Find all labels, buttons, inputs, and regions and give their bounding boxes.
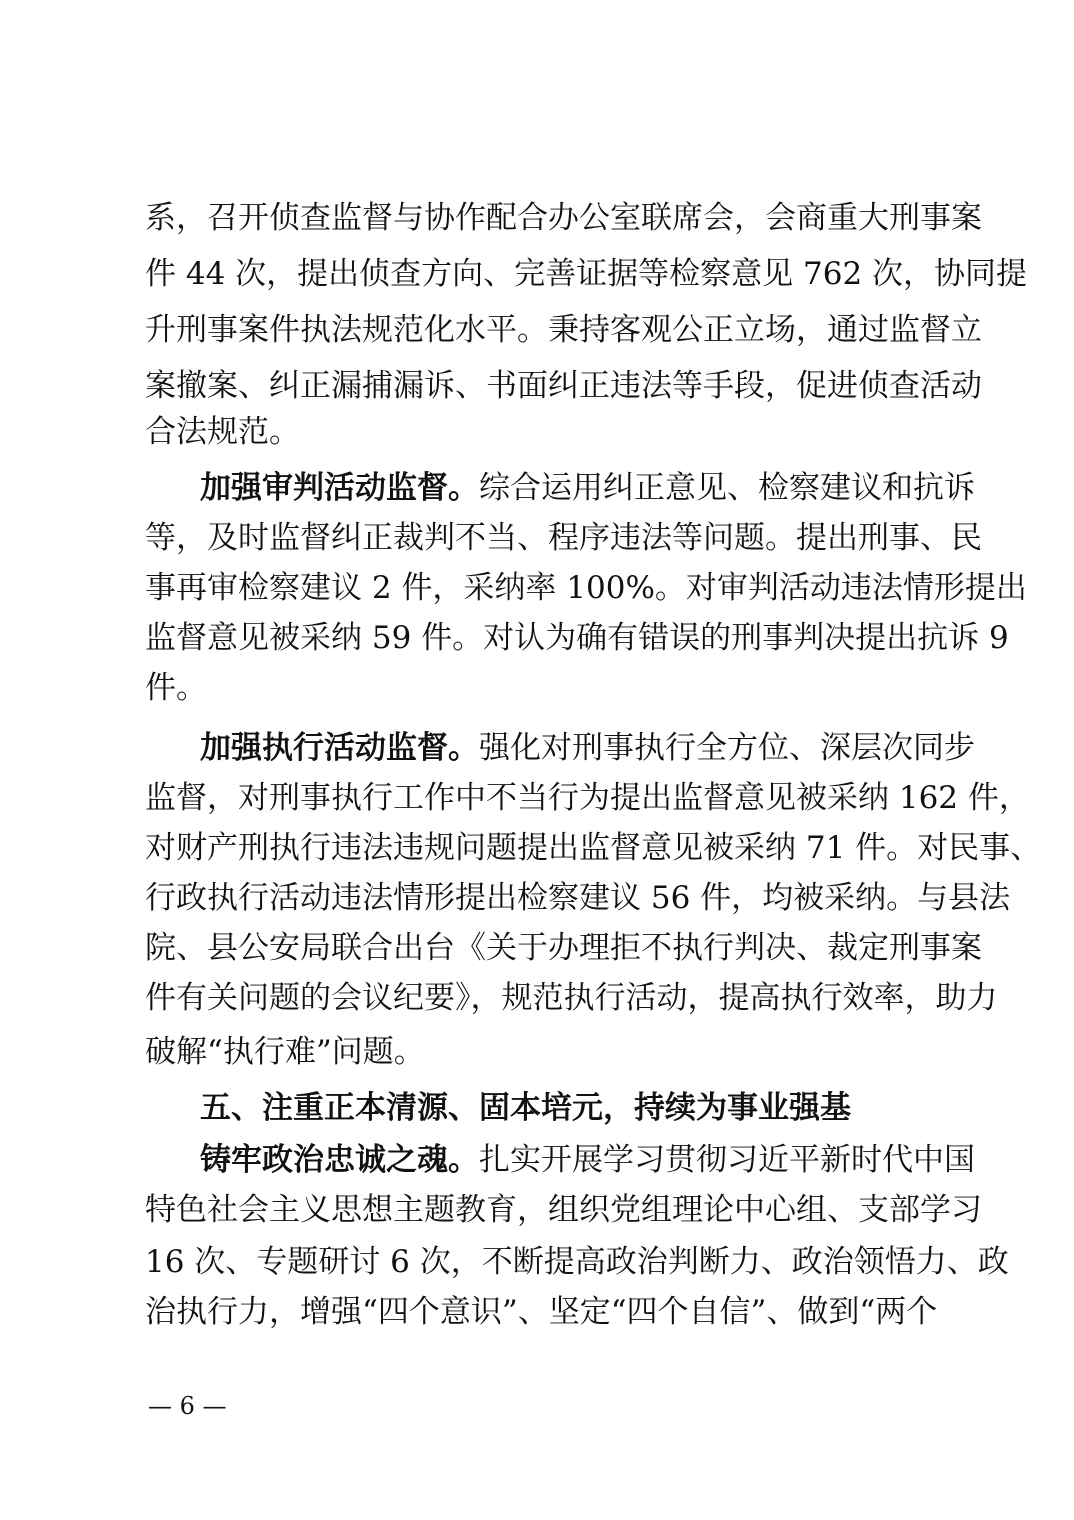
paragraph-3-line-3: 对财产刑执行违法违规问题提出监督意见被采纳 71 件。对民事、 bbox=[145, 830, 1042, 866]
paragraph-4-line-2: 特色社会主义思想主题教育，组织党组理论中心组、支部学习 bbox=[145, 1192, 982, 1228]
paragraph-3-line-1 bbox=[200, 720, 975, 776]
paragraph-2-lead: 加强审判活动监督。 bbox=[200, 470, 479, 506]
paragraph-3-line-6: 件有关问题的会议纪要》，规范执行活动，提高执行效率，助力 bbox=[145, 980, 998, 1016]
paragraph-4-lead: 铸牢政治忠诚之魂。 bbox=[200, 1142, 479, 1178]
paragraph-2-line-1-text: 综合运用纠正意见、检察建议和抗诉 bbox=[479, 470, 975, 506]
paragraph-3-line-2: 监督，对刑事执行工作中不当行为提出监督意见被采纳 162 件， bbox=[145, 780, 1030, 816]
paragraph-1-line-5: 合法规范。 bbox=[145, 414, 300, 450]
paragraph-2-line-1 bbox=[200, 460, 975, 516]
paragraph-3-line-7: 破解“执行难”问题。 bbox=[145, 1034, 425, 1070]
paragraph-2-line-3: 事再审检察建议 2 件，采纳率 100%。对审判活动违法情形提出 bbox=[145, 570, 1027, 606]
paragraph-2-line-2: 等，及时监督纠正裁判不当、程序违法等问题。提出刑事、民 bbox=[145, 520, 982, 556]
paragraph-3-line-1-text: 强化对刑事执行全方位、深层次同步 bbox=[479, 730, 975, 766]
paragraph-4-line-3: 16 次、专题研讨 6 次，不断提高政治判断力、政治领悟力、政 bbox=[145, 1244, 1009, 1280]
paragraph-4-line-4: 治执行力，增强“四个意识”、坚定“四个自信”、做到“两个 bbox=[145, 1294, 938, 1330]
paragraph-1-line-3: 升刑事案件执法规范化水平。秉持客观公正立场，通过监督立 bbox=[145, 312, 982, 348]
paragraph-2-line-5: 件。 bbox=[145, 670, 207, 706]
paragraph-3-lead: 加强执行活动监督。 bbox=[200, 730, 479, 766]
paragraph-3-line-4: 行政执行活动违法情形提出检察建议 56 件，均被采纳。与县法 bbox=[145, 880, 1011, 916]
paragraph-1-line-1: 系，召开侦查监督与协作配合办公室联席会，会商重大刑事案 bbox=[145, 200, 982, 236]
paragraph-2-line-4: 监督意见被采纳 59 件。对认为确有错误的刑事判决提出抗诉 9 bbox=[145, 620, 1009, 656]
paragraph-3-line-5: 院、县公安局联合出台《关于办理拒不执行判决、裁定刑事案 bbox=[145, 930, 982, 966]
paragraph-4-line-1-text: 扎实开展学习贯彻习近平新时代中国 bbox=[479, 1142, 975, 1178]
section-heading: 五、注重正本清源、固本培元，持续为事业强基 bbox=[200, 1090, 851, 1126]
paragraph-4-line-1 bbox=[200, 1132, 975, 1188]
paragraph-1-line-2: 件 44 次，提出侦查方向、完善证据等检察意见 762 次，协同提 bbox=[145, 256, 1028, 292]
paragraph-1-line-4: 案撤案、纠正漏捕漏诉、书面纠正违法等手段，促进侦查活动 bbox=[145, 368, 982, 404]
page-number: — 6 — bbox=[148, 1392, 227, 1420]
